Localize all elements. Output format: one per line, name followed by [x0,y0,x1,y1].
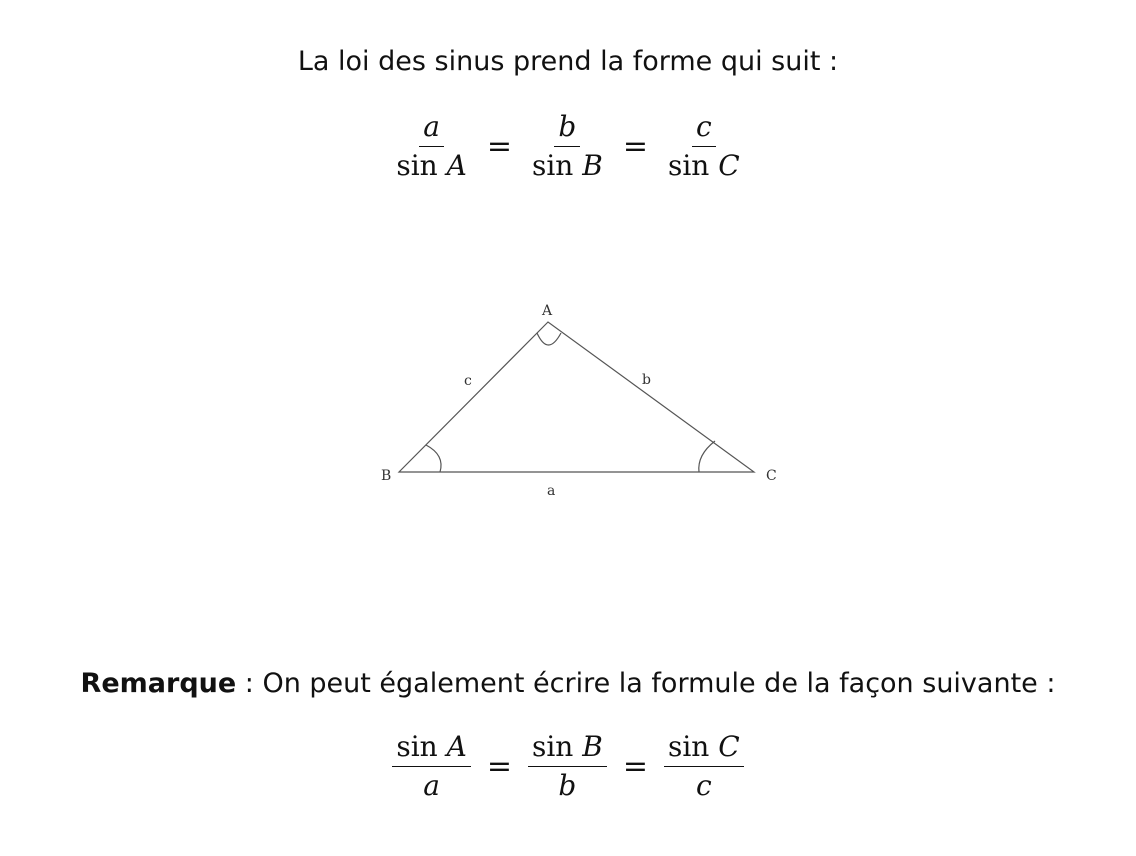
fraction-denominator: sin A [396,149,467,182]
triangle-shape [399,322,754,472]
fraction-denominator: sin B [531,149,603,182]
fraction-denominator: a [423,769,440,802]
equals-sign: = [622,128,648,164]
remark-label: Remarque [80,668,237,699]
fraction-denominator: sin C [667,149,740,182]
vertex-label-a: A [542,303,553,319]
fraction-numerator: b [554,108,580,147]
vertex-label-b: B [381,468,392,484]
angle-arc-b [426,445,441,472]
intro-text: La loi des sinus prend la forme qui suit : [297,46,839,77]
fraction-denominator: c [695,769,712,802]
fraction-numerator: c [692,108,716,147]
equals-sign: = [486,128,512,164]
fraction-numerator: sin B [528,728,607,767]
fraction-sin-a-over-a [392,728,471,805]
fraction-sin-b-over-b [528,728,607,805]
reciprocal-law-of-sines-formula [0,728,1136,805]
fraction-numerator: a [419,108,444,147]
side-label-b: b [642,372,651,388]
equals-sign: = [486,748,512,784]
equals-sign: = [622,748,648,784]
fraction-denominator: b [558,769,577,802]
fraction-sin-c-over-c [664,728,744,805]
remark-text: : On peut également écrire la formule de la façon suivante : [236,668,1056,699]
fraction-numerator: sin C [664,728,744,767]
angle-arc-c [699,441,715,472]
fraction-numerator: sin A [392,728,471,767]
angle-arc-a [537,333,561,345]
side-label-c: c [464,373,472,389]
vertex-label-c: C [766,468,777,484]
side-label-a: a [547,483,556,499]
remark-paragraph [0,667,1136,701]
